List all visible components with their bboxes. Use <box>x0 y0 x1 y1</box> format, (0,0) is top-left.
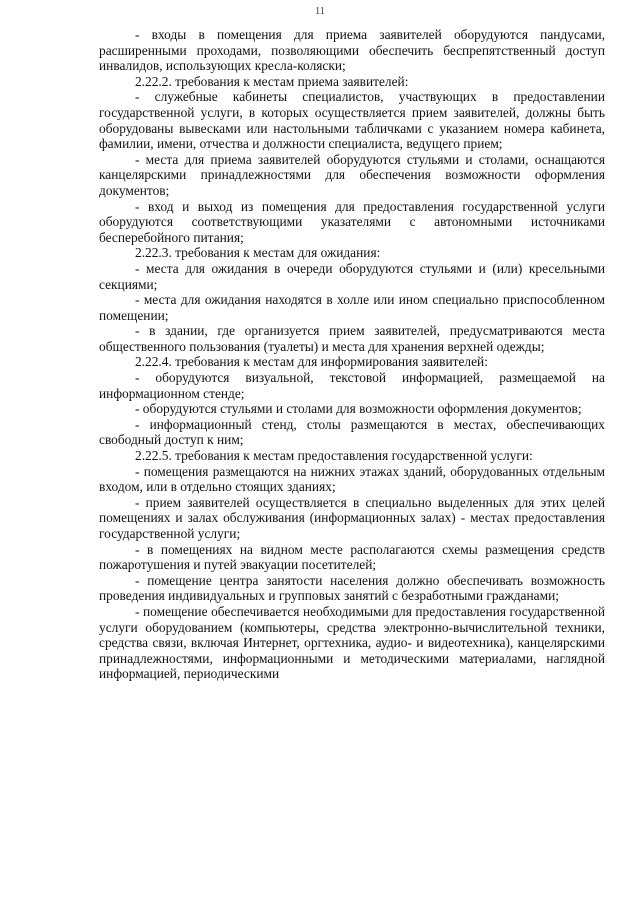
paragraph-lower-floors: - помещения размещаются на нижних этажах зданий, оборудованных отдельным входом, или в отдельно стоящих зданиях; <box>99 463 605 495</box>
paragraph-public-facilities: - в здании, где организуется прием заявителей, предусматриваются места общественного пользования (туалеты) и места для хранения верхней одежды; <box>99 323 605 354</box>
paragraph-office-signs: - служебные кабинеты специалистов, участвующих в предоставлении государственной услуги, в которых осуществляется прием заявителей, должны быть оборудованы вывесками или настольными табличками с указанием номера кабинета, фамилии, имени, отчества и должности специалиста, ведущего прием; <box>99 89 605 152</box>
section-2-22-5-heading: 2.22.5. требования к местам предоставления государственной услуги: <box>135 448 533 464</box>
section-2-22-2-heading: 2.22.2. требования к местам приема заявителей: <box>135 73 409 89</box>
paragraph-info-furniture: - оборудуются стульями и столами для возможности оформления документов; <box>135 401 582 417</box>
paragraph-waiting-hall: - места для ожидания находятся в холле или ином специально приспособленном помещении; <box>99 292 605 323</box>
paragraph-reception-furniture: - места для приема заявителей оборудуются стульями и столами, оснащаются канцелярскими принадлежностями для обеспечения возможности оформления документов; <box>99 151 605 198</box>
paragraph-info-stand: - оборудуются визуальной, текстовой информацией, размещаемой на информационном стенде; <box>99 370 605 401</box>
paragraph-waiting-chairs: - места для ожидания в очереди оборудуются стульями и (или) кресельными секциями; <box>99 260 605 292</box>
page-number: 11 <box>315 6 325 17</box>
paragraph-service-halls: - прием заявителей осуществляется в специально выделенных для этих целей помещениях и залах обслуживания (информационных залах) - местах предоставления государственной услуги; <box>99 494 605 541</box>
paragraph-equipment: - помещение обеспечивается необходимыми для предоставления государственной услуги оборудованием (компьютеры, средства электронно-вычислительной техники, средства связи, включая Интернет, оргтехника, аудио- и видеотехника), канцелярскими принадлежностями, информационными и методическими материалами, наглядной информацией, периодическими <box>99 603 605 682</box>
section-2-22-3-heading: 2.22.3. требования к местам для ожидания: <box>135 245 381 261</box>
section-2-22-4-heading: 2.22.4. требования к местам для информирования заявителей: <box>135 354 488 370</box>
paragraph-entrance-exit-signs: - вход и выход из помещения для предоставления государственной услуги оборудуются соответствующими указателями с автономными источниками бесперебойного питания; <box>99 198 605 245</box>
paragraph-evacuation-schemes: - в помещениях на видном месте располагаются схемы размещения средств пожаротушения и путей эвакуации посетителей; <box>99 541 605 573</box>
document-body <box>99 27 605 682</box>
paragraph-stand-access: - информационный стенд, столы размещаются в местах, обеспечивающих свободный доступ к ним; <box>99 416 605 448</box>
paragraph-employment-center: - помещение центра занятости населения должно обеспечивать возможность проведения индивидуальных и групповых занятий с безработными гражданами; <box>99 572 605 604</box>
paragraph-ramps: - входы в помещения для приема заявителей оборудуются пандусами, расширенными проходами, позволяющими обеспечить беспрепятственный доступ инвалидов, использующих кресла-коляски; <box>99 27 605 74</box>
